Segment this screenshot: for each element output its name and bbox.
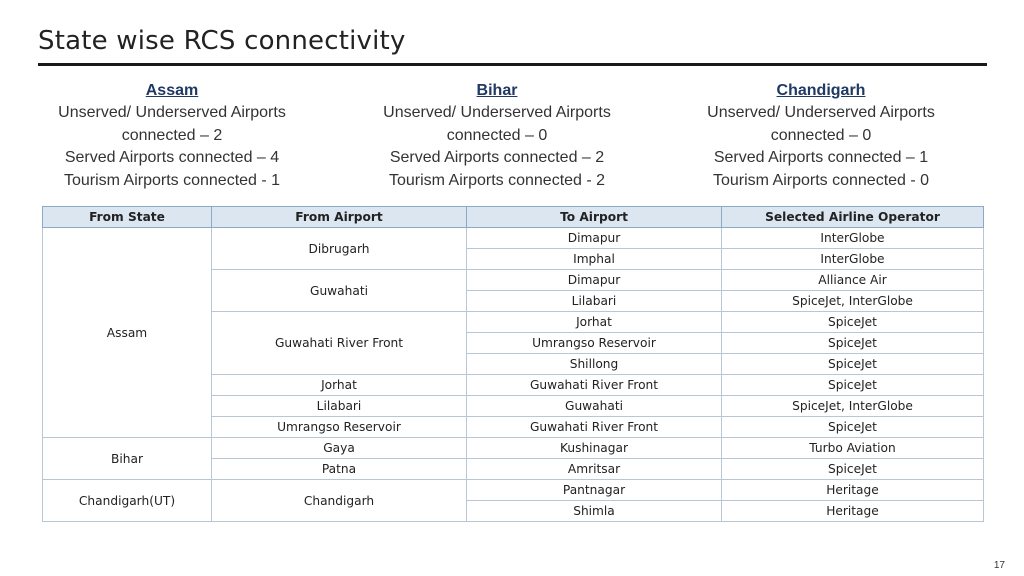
to-airport-cell: Shimla: [467, 501, 722, 522]
table-row: [43, 438, 984, 459]
page-title: State wise RCS connectivity: [38, 26, 406, 56]
title-divider: [38, 63, 987, 66]
operator-cell: InterGlobe: [722, 249, 984, 270]
operator-cell: SpiceJet: [722, 417, 984, 438]
from-airport-cell: Gaya: [212, 438, 467, 459]
summary-tourism: Tourism Airports connected - 0: [712, 171, 930, 189]
to-airport-cell: Umrangso Reservoir: [467, 333, 722, 354]
to-airport-cell: Dimapur: [467, 270, 722, 291]
operator-cell: SpiceJet: [722, 354, 984, 375]
from-state-cell: Assam: [43, 228, 212, 438]
column-header: Selected Airline Operator: [722, 207, 984, 228]
to-airport-cell: Kushinagar: [467, 438, 722, 459]
summary-unserved-count: connected – 0: [446, 126, 548, 144]
summary-served: Served Airports connected – 2: [389, 149, 605, 166]
column-header: From Airport: [212, 207, 467, 228]
summary-tourism: Tourism Airports connected - 2: [388, 171, 606, 189]
to-airport-cell: Pantnagar: [467, 480, 722, 501]
to-airport-cell: Guwahati River Front: [467, 375, 722, 396]
table-row: [43, 228, 984, 249]
from-airport-cell: Guwahati River Front: [212, 312, 467, 375]
to-airport-cell: Imphal: [467, 249, 722, 270]
summary-tourism: Tourism Airports connected - 1: [63, 171, 281, 189]
column-header: From State: [43, 207, 212, 228]
summary-served: Served Airports connected – 4: [64, 149, 280, 166]
operator-cell: SpiceJet: [722, 459, 984, 480]
to-airport-cell: Amritsar: [467, 459, 722, 480]
operator-cell: SpiceJet: [722, 333, 984, 354]
operator-cell: SpiceJet, InterGlobe: [722, 291, 984, 312]
operator-cell: InterGlobe: [722, 228, 984, 249]
operator-cell: Heritage: [722, 501, 984, 522]
operator-cell: Heritage: [722, 480, 984, 501]
summary-state-name: Bihar: [476, 82, 518, 99]
from-state-cell: Chandigarh(UT): [43, 480, 212, 522]
operator-cell: SpiceJet: [722, 312, 984, 333]
from-airport-cell: Guwahati: [212, 270, 467, 312]
from-airport-cell: Lilabari: [212, 396, 467, 417]
from-airport-cell: Jorhat: [212, 375, 467, 396]
to-airport-cell: Guwahati: [467, 396, 722, 417]
to-airport-cell: Lilabari: [467, 291, 722, 312]
operator-cell: Turbo Aviation: [722, 438, 984, 459]
summary-unserved-label: Unserved/ Underserved Airports: [58, 104, 286, 121]
operator-cell: Alliance Air: [722, 270, 984, 291]
from-state-cell: Bihar: [43, 438, 212, 480]
summary-state-name: Chandigarh: [776, 82, 866, 99]
to-airport-cell: Guwahati River Front: [467, 417, 722, 438]
from-airport-cell: Umrangso Reservoir: [212, 417, 467, 438]
to-airport-cell: Shillong: [467, 354, 722, 375]
summary-unserved-count: connected – 2: [121, 126, 223, 144]
to-airport-cell: Jorhat: [467, 312, 722, 333]
summary-unserved-count: connected – 0: [770, 126, 872, 144]
summary-bihar: [347, 80, 647, 192]
summary-unserved-label: Unserved/ Underserved Airports: [707, 104, 935, 121]
column-header: To Airport: [467, 207, 722, 228]
to-airport-cell: Dimapur: [467, 228, 722, 249]
summary-unserved-label: Unserved/ Underserved Airports: [383, 104, 611, 121]
connectivity-table: [42, 206, 984, 522]
summary-assam: [22, 80, 322, 192]
summary-state-name: Assam: [145, 82, 199, 99]
table-header-row: [43, 207, 984, 228]
table-row: [43, 480, 984, 501]
page-number: 17: [993, 560, 1005, 571]
summary-served: Served Airports connected – 1: [713, 149, 929, 166]
operator-cell: SpiceJet, InterGlobe: [722, 396, 984, 417]
summary-chandigarh: [671, 80, 971, 192]
from-airport-cell: Patna: [212, 459, 467, 480]
from-airport-cell: Dibrugarh: [212, 228, 467, 270]
operator-cell: SpiceJet: [722, 375, 984, 396]
from-airport-cell: Chandigarh: [212, 480, 467, 522]
